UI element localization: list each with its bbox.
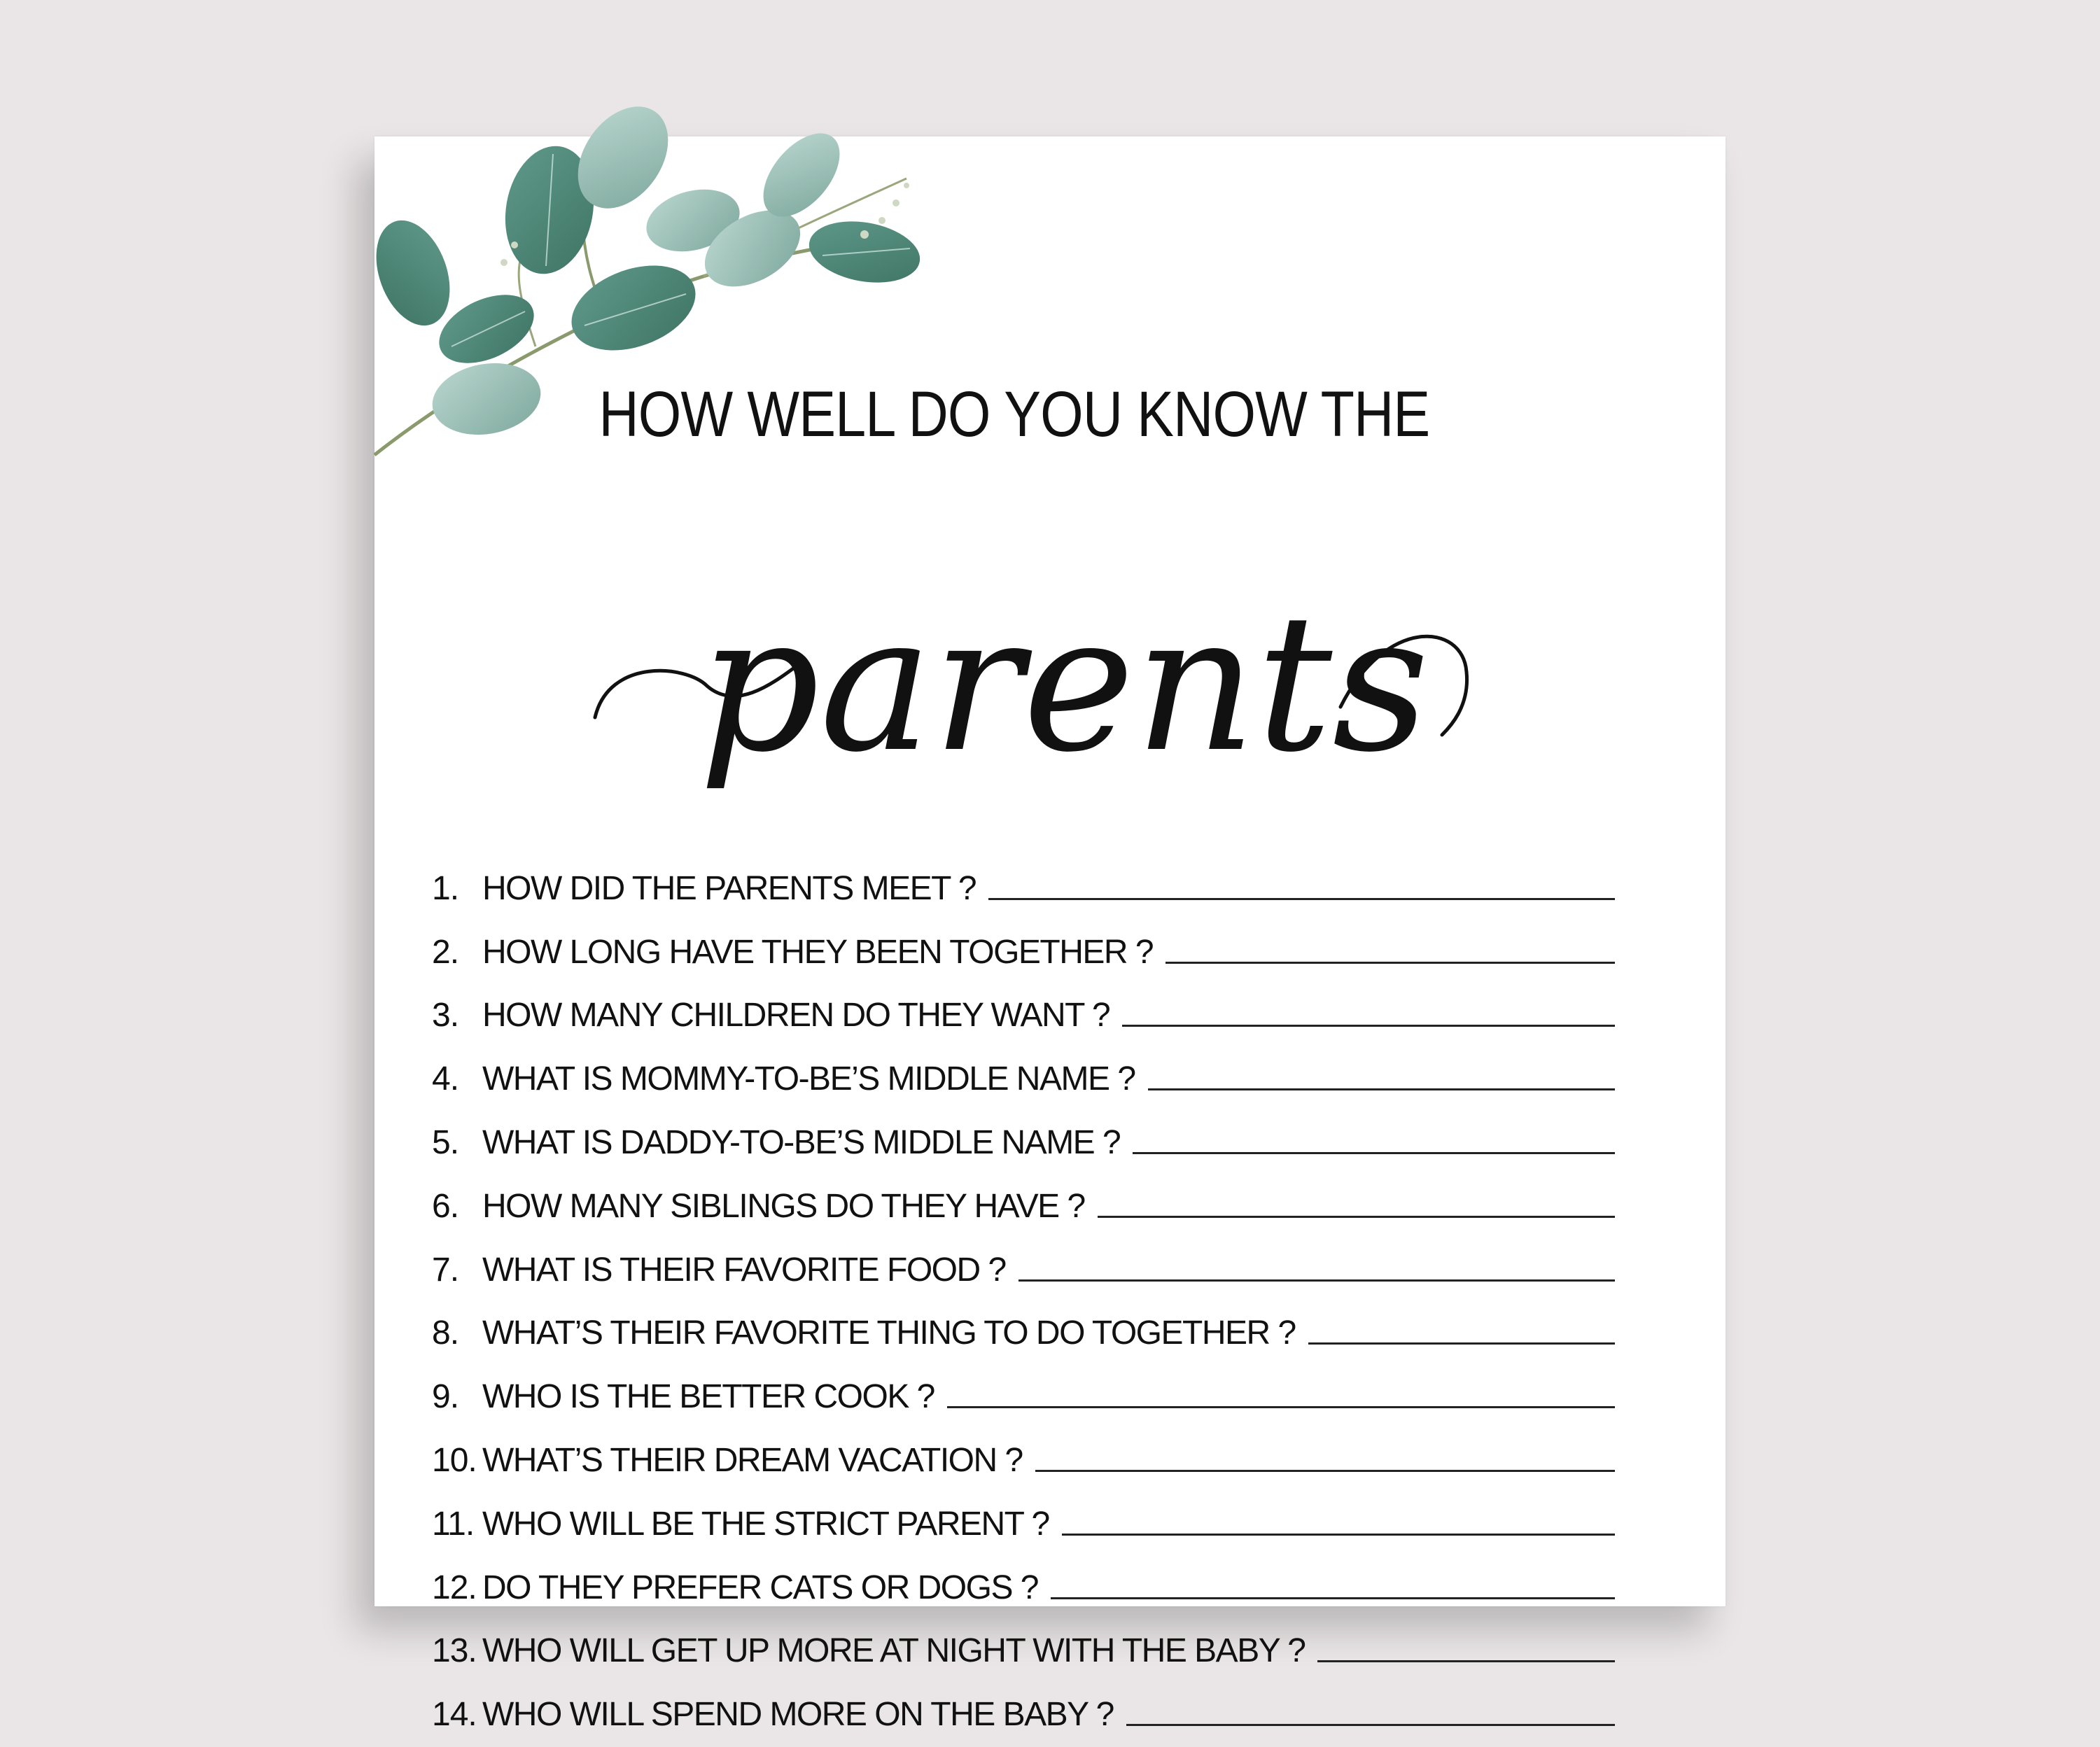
question-item — [432, 921, 1615, 985]
answer-line[interactable] — [1035, 1470, 1615, 1472]
question-text: HOW LONG HAVE THEY BEEN TOGETHER ? — [482, 933, 1154, 971]
question-item — [432, 1303, 1615, 1366]
question-number: 10. — [432, 1441, 477, 1479]
question-item — [432, 1429, 1615, 1493]
question-number: 6. — [432, 1187, 459, 1225]
question-text: WHO IS THE BETTER COOK ? — [482, 1378, 934, 1416]
question-text: WHAT’S THEIR DREAM VACATION ? — [482, 1441, 1023, 1479]
answer-line[interactable] — [1122, 1025, 1615, 1027]
question-item — [432, 1683, 1615, 1747]
answer-line[interactable] — [1317, 1660, 1615, 1662]
question-text: WHAT IS DADDY-TO-BE’S MIDDLE NAME ? — [482, 1123, 1121, 1161]
question-number: 13. — [432, 1632, 477, 1670]
game-sheet — [374, 136, 1726, 1734]
page-title: HOW WELL DO YOU KNOW THE — [598, 379, 1430, 450]
question-number: 14. — [432, 1696, 477, 1734]
question-number: 1. — [432, 869, 459, 907]
answer-line[interactable] — [1051, 1597, 1615, 1599]
answer-line[interactable] — [1018, 1279, 1615, 1282]
question-text: WHAT IS MOMMY-TO-BE’S MIDDLE NAME ? — [482, 1060, 1135, 1098]
question-number: 11. — [432, 1505, 475, 1543]
question-number: 3. — [432, 997, 459, 1034]
question-item — [432, 1048, 1615, 1111]
question-number: 5. — [432, 1123, 459, 1161]
question-item — [432, 985, 1615, 1048]
question-item — [432, 1239, 1615, 1303]
question-item — [432, 1493, 1615, 1557]
question-text: DO THEY PREFER CATS OR DOGS ? — [482, 1569, 1038, 1606]
answer-line[interactable] — [1148, 1088, 1615, 1090]
question-text: HOW MANY CHILDREN DO THEY WANT ? — [482, 997, 1110, 1034]
question-item — [432, 1557, 1615, 1620]
question-text: WHAT IS THEIR FAVORITE FOOD ? — [482, 1251, 1006, 1289]
script-word: parents — [699, 573, 1429, 794]
question-text: WHO WILL GET UP MORE AT NIGHT WITH THE BABY ? — [482, 1632, 1306, 1670]
answer-line[interactable] — [1062, 1534, 1615, 1536]
question-text: WHAT’S THEIR FAVORITE THING TO DO TOGETHER ? — [482, 1314, 1296, 1352]
question-item — [432, 857, 1615, 921]
question-item — [432, 1111, 1615, 1175]
question-number: 2. — [432, 933, 459, 971]
answer-line[interactable] — [1098, 1216, 1615, 1218]
answer-line[interactable] — [1308, 1342, 1615, 1345]
answer-line[interactable] — [1133, 1152, 1615, 1154]
question-number: 12. — [432, 1569, 477, 1606]
question-number: 4. — [432, 1060, 459, 1098]
question-number: 8. — [432, 1314, 459, 1352]
question-text: HOW DID THE PARENTS MEET ? — [482, 869, 976, 907]
question-text: WHO WILL SPEND MORE ON THE BABY ? — [482, 1696, 1114, 1734]
script-word-decoration — [588, 455, 1540, 861]
question-text: HOW MANY SIBLINGS DO THEY HAVE ? — [482, 1187, 1085, 1225]
answer-line[interactable] — [1166, 962, 1615, 964]
question-item — [432, 1175, 1615, 1239]
question-list — [432, 857, 1615, 1747]
question-number: 7. — [432, 1251, 459, 1289]
answer-line[interactable] — [1126, 1724, 1615, 1726]
question-item — [432, 1620, 1615, 1684]
answer-line[interactable] — [947, 1406, 1615, 1408]
question-text: WHO WILL BE THE STRICT PARENT ? — [482, 1505, 1049, 1543]
question-item — [432, 1366, 1615, 1429]
question-number: 9. — [432, 1378, 459, 1416]
answer-line[interactable] — [988, 898, 1615, 900]
